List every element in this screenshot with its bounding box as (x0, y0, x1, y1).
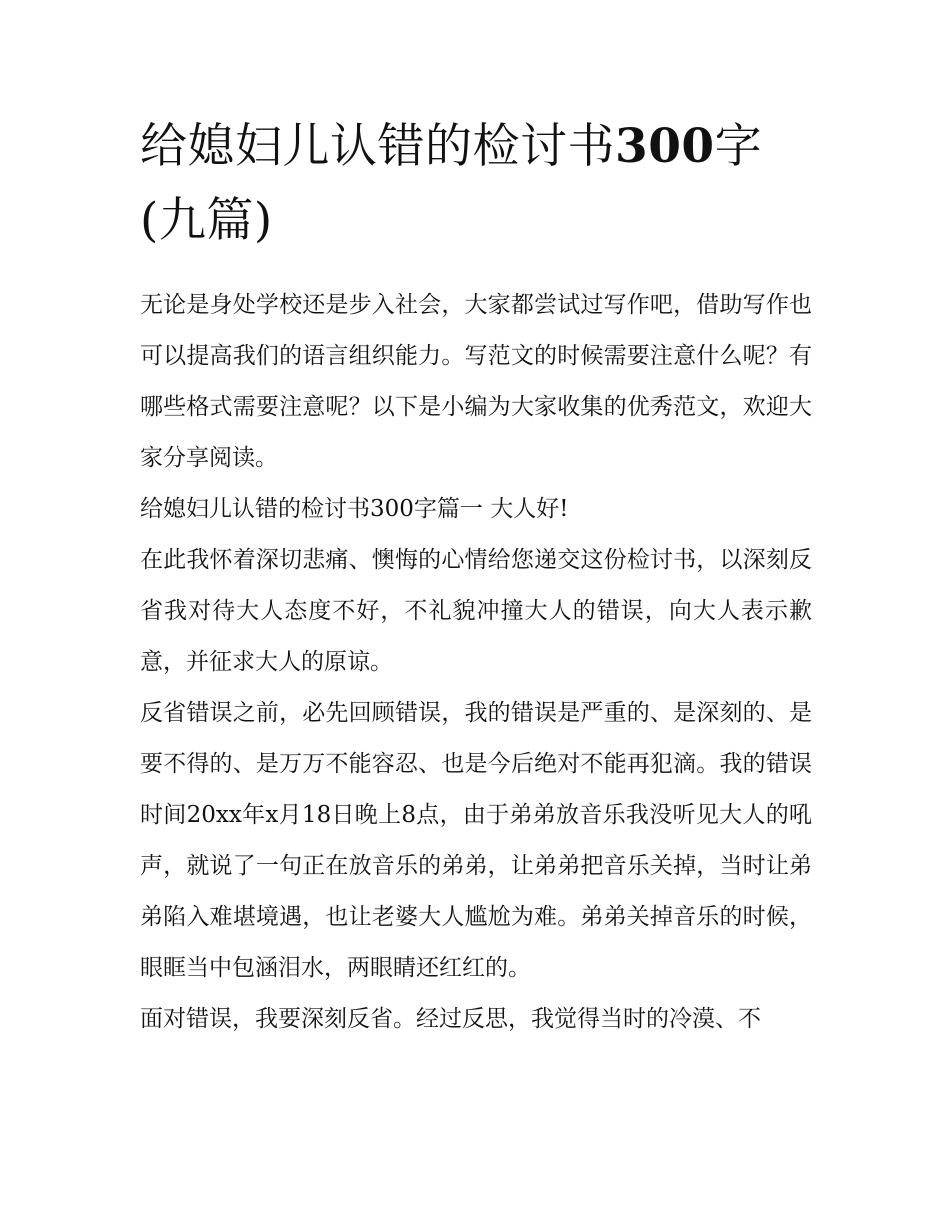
intro-paragraph: 无论是身处学校还是步入社会，大家都尝试过写作吧，借助写作也可以提高我们的语言组织能力。写范文的时候需要注意什么呢？有哪些格式需要注意呢？以下是小编为大家收集的优秀范文，欢迎大家分享阅读。 (140, 292, 812, 471)
section-heading: 给媳妇儿认错的检讨书300字篇一 大人好! (140, 496, 569, 522)
title-number: 300 (615, 119, 715, 174)
document-page (140, 110, 812, 1045)
document-title (140, 110, 812, 258)
body-paragraph: 在此我怀着深切悲痛、懊悔的心情给您递交这份检讨书，以深刻反省我对待大人态度不好，不礼貌冲撞大人的错误，向大人表示歉意，并征求大人的原谅。 (140, 547, 812, 675)
body-paragraph: 面对错误，我要深刻反省。经过反思，我觉得当时的冷漠、不 (140, 1006, 761, 1032)
body-paragraph: 反省错误之前，必先回顾错误，我的错误是严重的、是深刻的、是要不得的、是万万不能容忍、也是今后绝对不能再犯滴。我的错误时间20xx年x月18日晚上8点，由于弟弟放音乐我没听见大人的吼声，就说了一句正在放音乐的弟弟，让弟弟把音乐关掉，当时让弟弟陷入难堪境遇，也让老婆大人尴尬为难。弟弟关掉音乐的时候，眼眶当中包涵泪水，两眼睛还红红的。 (140, 700, 812, 981)
title-suffix: 字(九篇) (140, 119, 763, 248)
title-prefix: 给媳妇儿认错的检讨书 (140, 119, 615, 174)
